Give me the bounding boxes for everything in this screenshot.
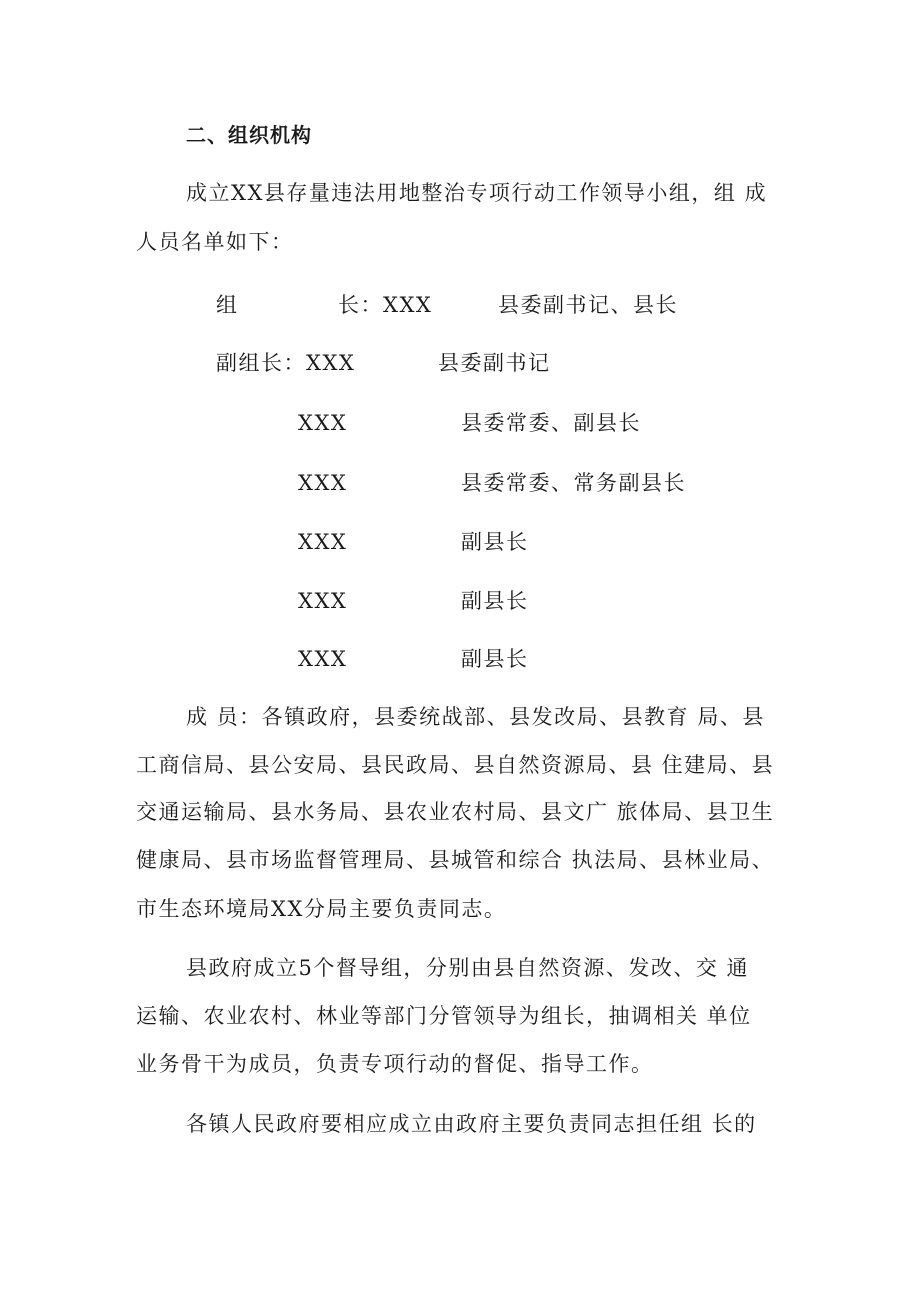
members-line: 健康局、县市场监督管理局、县城管和综合 执法局、县林业局、: [136, 848, 775, 872]
deputy-name: XXX: [298, 411, 348, 435]
leader-title: 县委副书记、县长: [498, 293, 678, 317]
intro-line-2: 人员名单如下：: [136, 230, 294, 254]
deputy-label: 副组长：XXX: [216, 351, 356, 375]
members-line: 成 员：各镇政府，县委统战部、县发改局、县教育 局、县: [186, 705, 765, 729]
members-line: 市生态环境局XX分局主要负责同志。: [136, 897, 507, 921]
deputy-name: XXX: [298, 530, 348, 554]
deputy-title: 副县长: [461, 647, 529, 671]
supervision-line: 县政府成立5个督导组，分别由县自然资源、发改、交 通: [186, 956, 750, 980]
towns-line: 各镇人民政府要相应成立由政府主要负责同志担任组 长的: [186, 1112, 757, 1136]
deputy-title: 县委副书记: [438, 351, 551, 375]
deputy-name: XXX: [298, 589, 348, 613]
deputy-title: 副县长: [461, 530, 529, 554]
deputy-name: XXX: [298, 471, 348, 495]
leader-role-a: 组: [216, 293, 239, 317]
supervision-line: 业务骨干为成员，负责专项行动的督促、指导工作。: [136, 1052, 654, 1076]
leader-role-b: 长：XXX: [338, 293, 433, 317]
deputy-name: XXX: [298, 647, 348, 671]
members-line: 交通运输局、县水务局、县农业农村局、县文广 旅体局、县卫生: [136, 800, 775, 824]
supervision-line: 运输、农业农村、林业等部门分管领导为组长，抽调相关 单位: [136, 1004, 752, 1028]
members-line: 工商信局、县公安局、县民政局、县自然资源局、县 住建局、县: [136, 753, 775, 777]
deputy-title: 副县长: [461, 589, 529, 613]
deputy-title: 县委常委、副县长: [461, 411, 641, 435]
intro-line-1: 成立XX县存量违法用地整治专项行动工作领导小组，组 成: [186, 181, 768, 205]
deputy-title: 县委常委、常务副县长: [461, 471, 686, 495]
section-heading: 二、组织机构: [186, 123, 312, 147]
